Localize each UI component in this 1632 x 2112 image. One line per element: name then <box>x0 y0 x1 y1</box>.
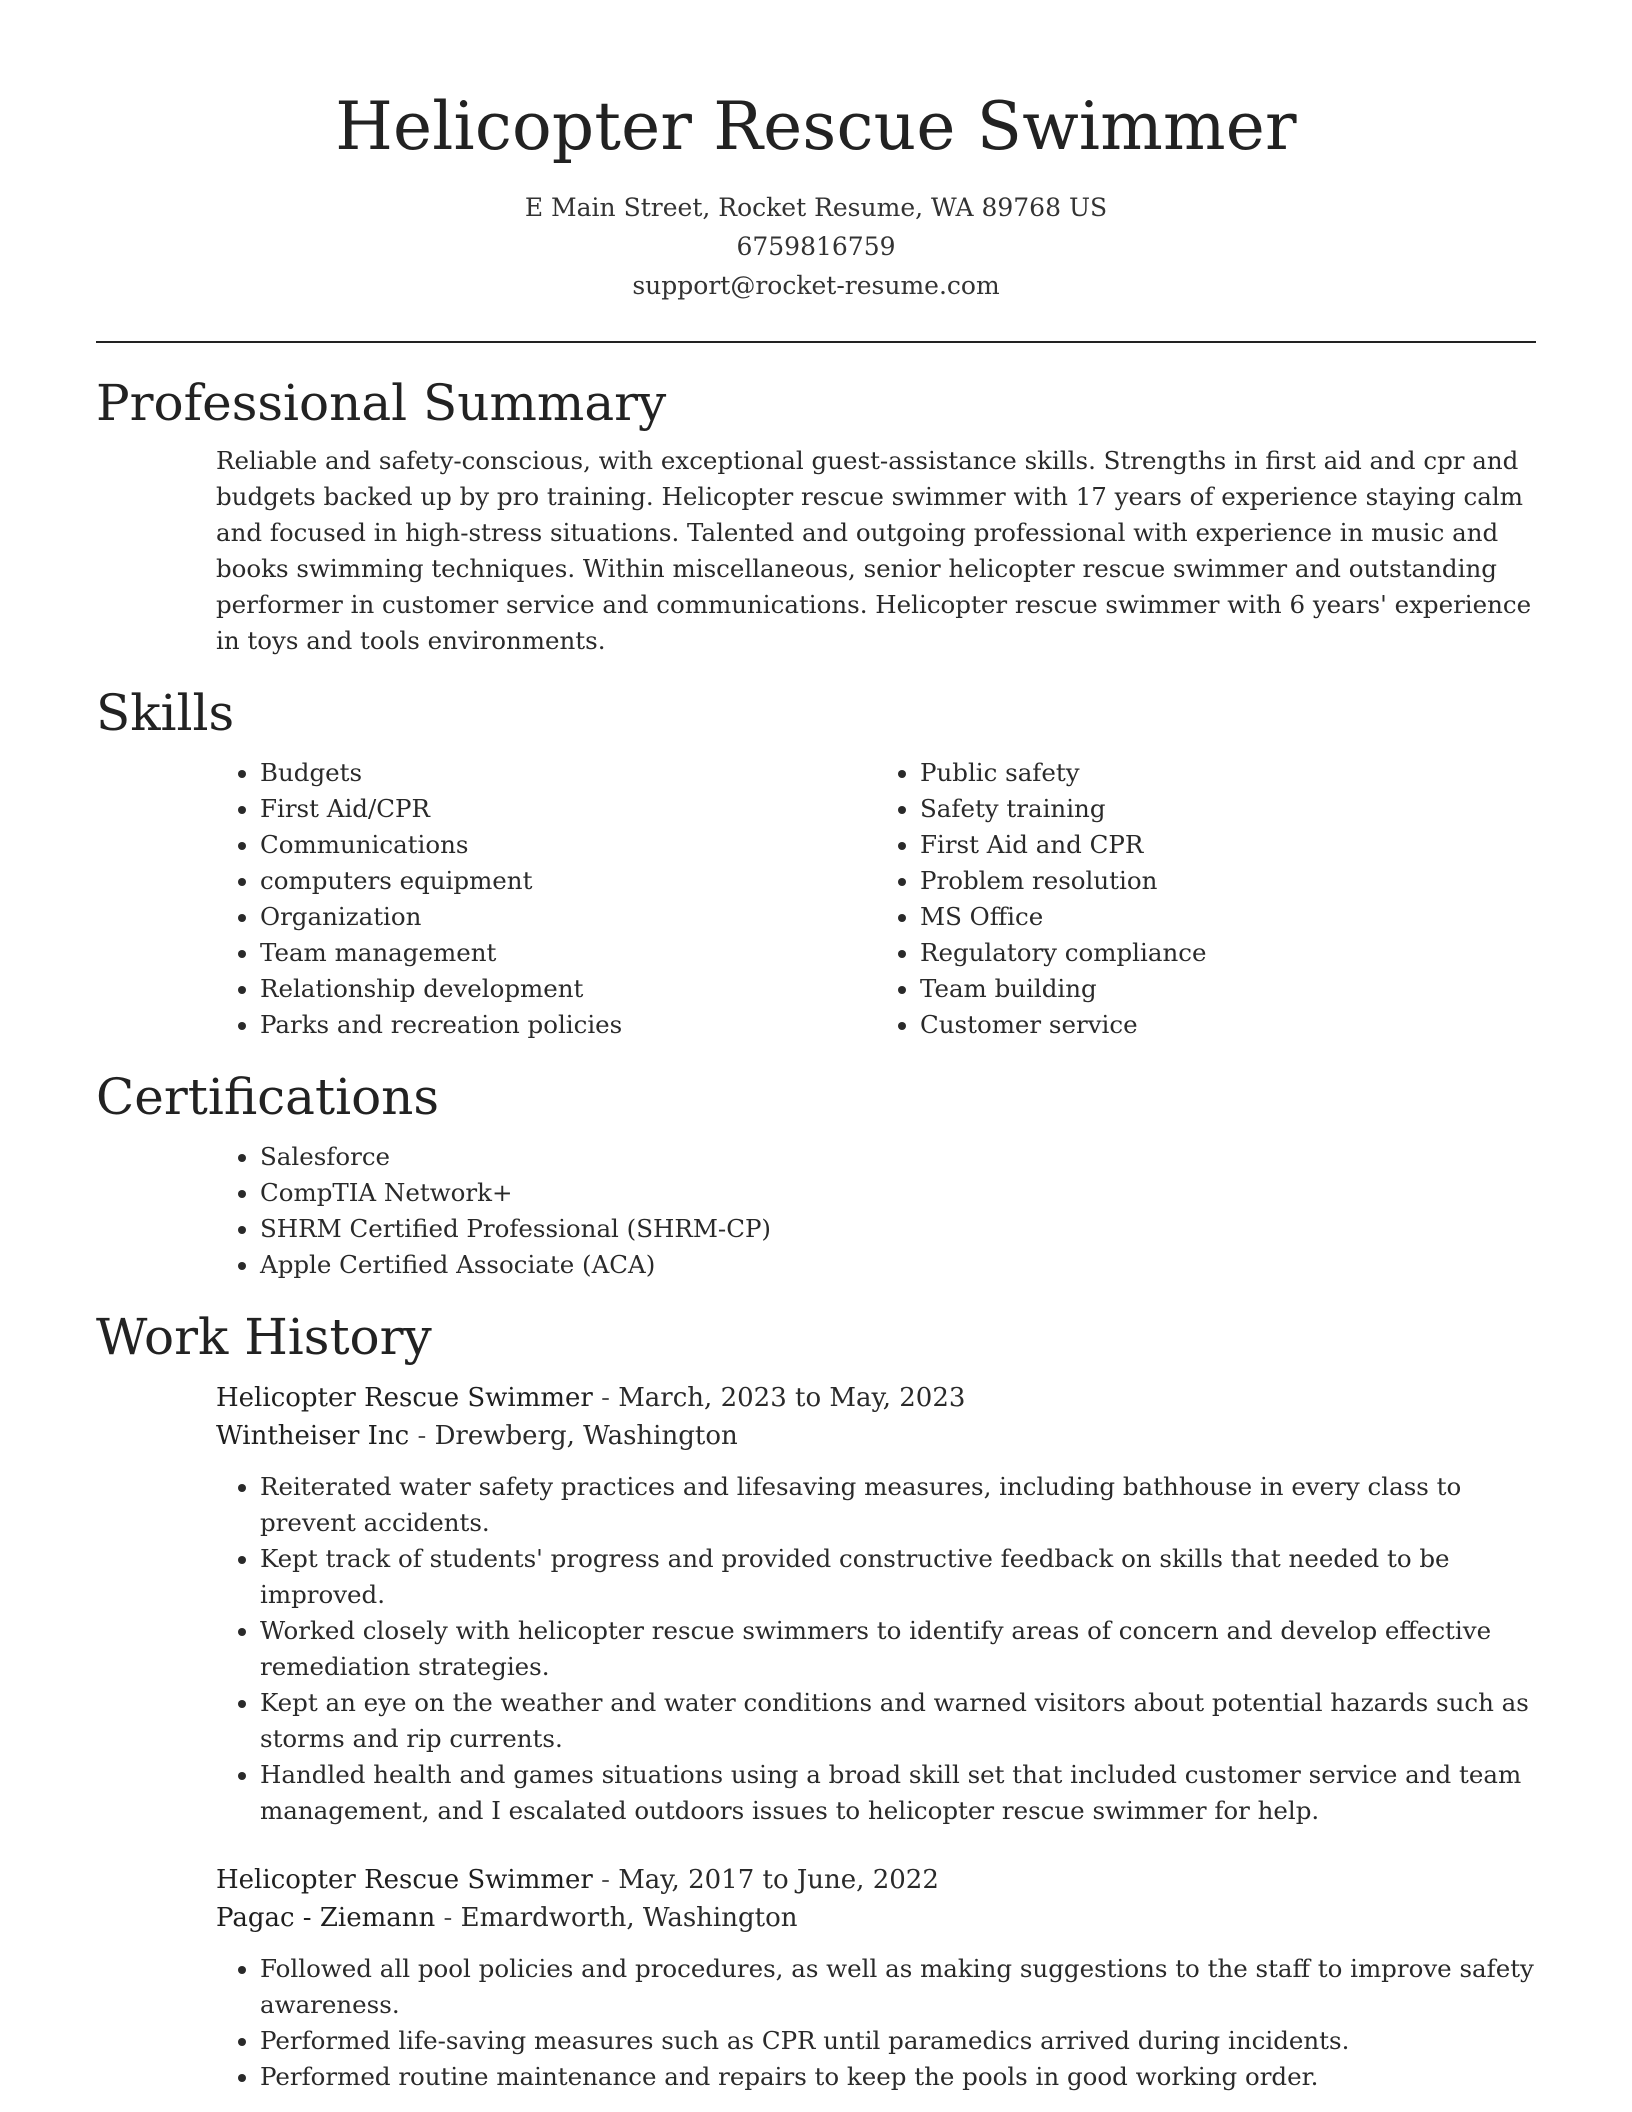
header-divider <box>96 341 1536 343</box>
job-separator: - <box>601 1865 610 1895</box>
job-dates: May, 2017 to June, 2022 <box>618 1865 939 1895</box>
certifications-list <box>216 1139 1536 1283</box>
certifications-title: Certifications <box>96 1068 440 1126</box>
skill-item: • First Aid/CPR <box>260 791 876 827</box>
job-separator: - <box>601 1383 610 1413</box>
job-duties-list <box>216 1469 1536 1829</box>
job-company-line <box>216 1417 1536 1455</box>
summary-section <box>96 371 1536 659</box>
skill-item: • Safety training <box>920 791 1536 827</box>
skill-item: • Parks and recreation policies <box>260 1007 876 1043</box>
skill-item: • computers equipment <box>260 863 876 899</box>
skill-item: • Team building <box>920 971 1536 1007</box>
skill-item: • Communications <box>260 827 876 863</box>
job-company-line <box>216 1899 1536 1937</box>
skill-item: • Public safety <box>920 755 1536 791</box>
certification-item: • Apple Certified Associate (ACA) <box>260 1247 1536 1283</box>
job-separator: - <box>443 1903 453 1933</box>
job-role: Helicopter Rescue Swimmer <box>216 1383 593 1413</box>
job-duty: • Reiterated water safety practices and lifesaving measures, including bathhouse in every class to prevent accidents. <box>260 1469 1536 1541</box>
job-duty: • Performed life-saving measures such as CPR until paramedics arrived during incidents. <box>260 2023 1536 2059</box>
skill-item: • Relationship development <box>260 971 876 1007</box>
certifications-wrap <box>216 1139 1536 1283</box>
job-duty: • Performed routine maintenance and repairs to keep the pools in good working order. <box>260 2059 1536 2095</box>
job-title-line <box>216 1379 1536 1417</box>
skill-item: • Problem resolution <box>920 863 1536 899</box>
job-title-line <box>216 1861 1536 1899</box>
job-duties-list <box>216 1951 1536 2095</box>
resume-header <box>96 0 1536 305</box>
resume-page <box>96 0 1536 2095</box>
job-role: Helicopter Rescue Swimmer <box>216 1865 593 1895</box>
job-company: Wintheiser Inc <box>216 1421 410 1451</box>
job-entry <box>216 1379 1536 1829</box>
skill-item: • Regulatory compliance <box>920 935 1536 971</box>
job-entry <box>216 1861 1536 2095</box>
skills-section <box>96 681 1536 1043</box>
job-location: Emardworth, Washington <box>460 1903 798 1933</box>
skills-list-left <box>216 755 876 1043</box>
contact-email: support@rocket-resume.com <box>632 271 1000 300</box>
summary-text: Reliable and safety-conscious, with exceptional guest-assistance skills. Strengths in first aid and cpr and budgets backed up by pro training. Helicopter rescue swimmer with 17 years of experience staying calm and focused in high-stress situations. Talented and outgoing professional with experience in music and books swimming techniques. Within miscellaneous, senior helicopter rescue swimmer and outstanding performer in customer service and communications. Helicopter rescue swimmer with 6 years' experience in toys and tools environments. <box>216 446 1532 655</box>
skill-item: • MS Office <box>920 899 1536 935</box>
summary-title: Professional Summary <box>96 374 667 432</box>
work-history-section <box>96 1305 1536 2095</box>
skill-item: • Team management <box>260 935 876 971</box>
certification-item: • CompTIA Network+ <box>260 1175 1536 1211</box>
skill-item: • Budgets <box>260 755 876 791</box>
job-dates: March, 2023 to May, 2023 <box>618 1383 966 1413</box>
job-duty: • Handled health and games situations using a broad skill set that included customer service and team management, and I escalated outdoors issues to helicopter rescue swimmer for help. <box>260 1757 1536 1829</box>
certification-item: • SHRM Certified Professional (SHRM-CP) <box>260 1211 1536 1247</box>
job-company: Pagac - Ziemann <box>216 1903 436 1933</box>
work-history-title: Work History <box>96 1308 432 1366</box>
certification-item: • Salesforce <box>260 1139 1536 1175</box>
candidate-name: Helicopter Rescue Swimmer <box>335 88 1297 165</box>
job-duty: • Worked closely with helicopter rescue swimmers to identify areas of concern and develop effective remediation strategies. <box>260 1613 1536 1685</box>
contact-block <box>96 188 1536 305</box>
contact-phone: 6759816759 <box>736 232 896 261</box>
job-location: Drewberg, Washington <box>434 1421 738 1451</box>
skills-list-right <box>876 755 1536 1043</box>
contact-address: E Main Street, Rocket Resume, WA 89768 US <box>524 193 1108 222</box>
skills-columns <box>216 755 1536 1043</box>
skills-title: Skills <box>96 684 235 742</box>
job-duty: • Kept an eye on the weather and water conditions and warned visitors about potential hazards such as storms and rip currents. <box>260 1685 1536 1757</box>
job-duty: • Followed all pool policies and procedures, as well as making suggestions to the staff to improve safety awareness. <box>260 1951 1536 2023</box>
job-separator: - <box>417 1421 427 1451</box>
job-duty: • Kept track of students' progress and provided constructive feedback on skills that needed to be improved. <box>260 1541 1536 1613</box>
skill-item: • Organization <box>260 899 876 935</box>
skill-item: • Customer service <box>920 1007 1536 1043</box>
certifications-section <box>96 1065 1536 1283</box>
skill-item: • First Aid and CPR <box>920 827 1536 863</box>
